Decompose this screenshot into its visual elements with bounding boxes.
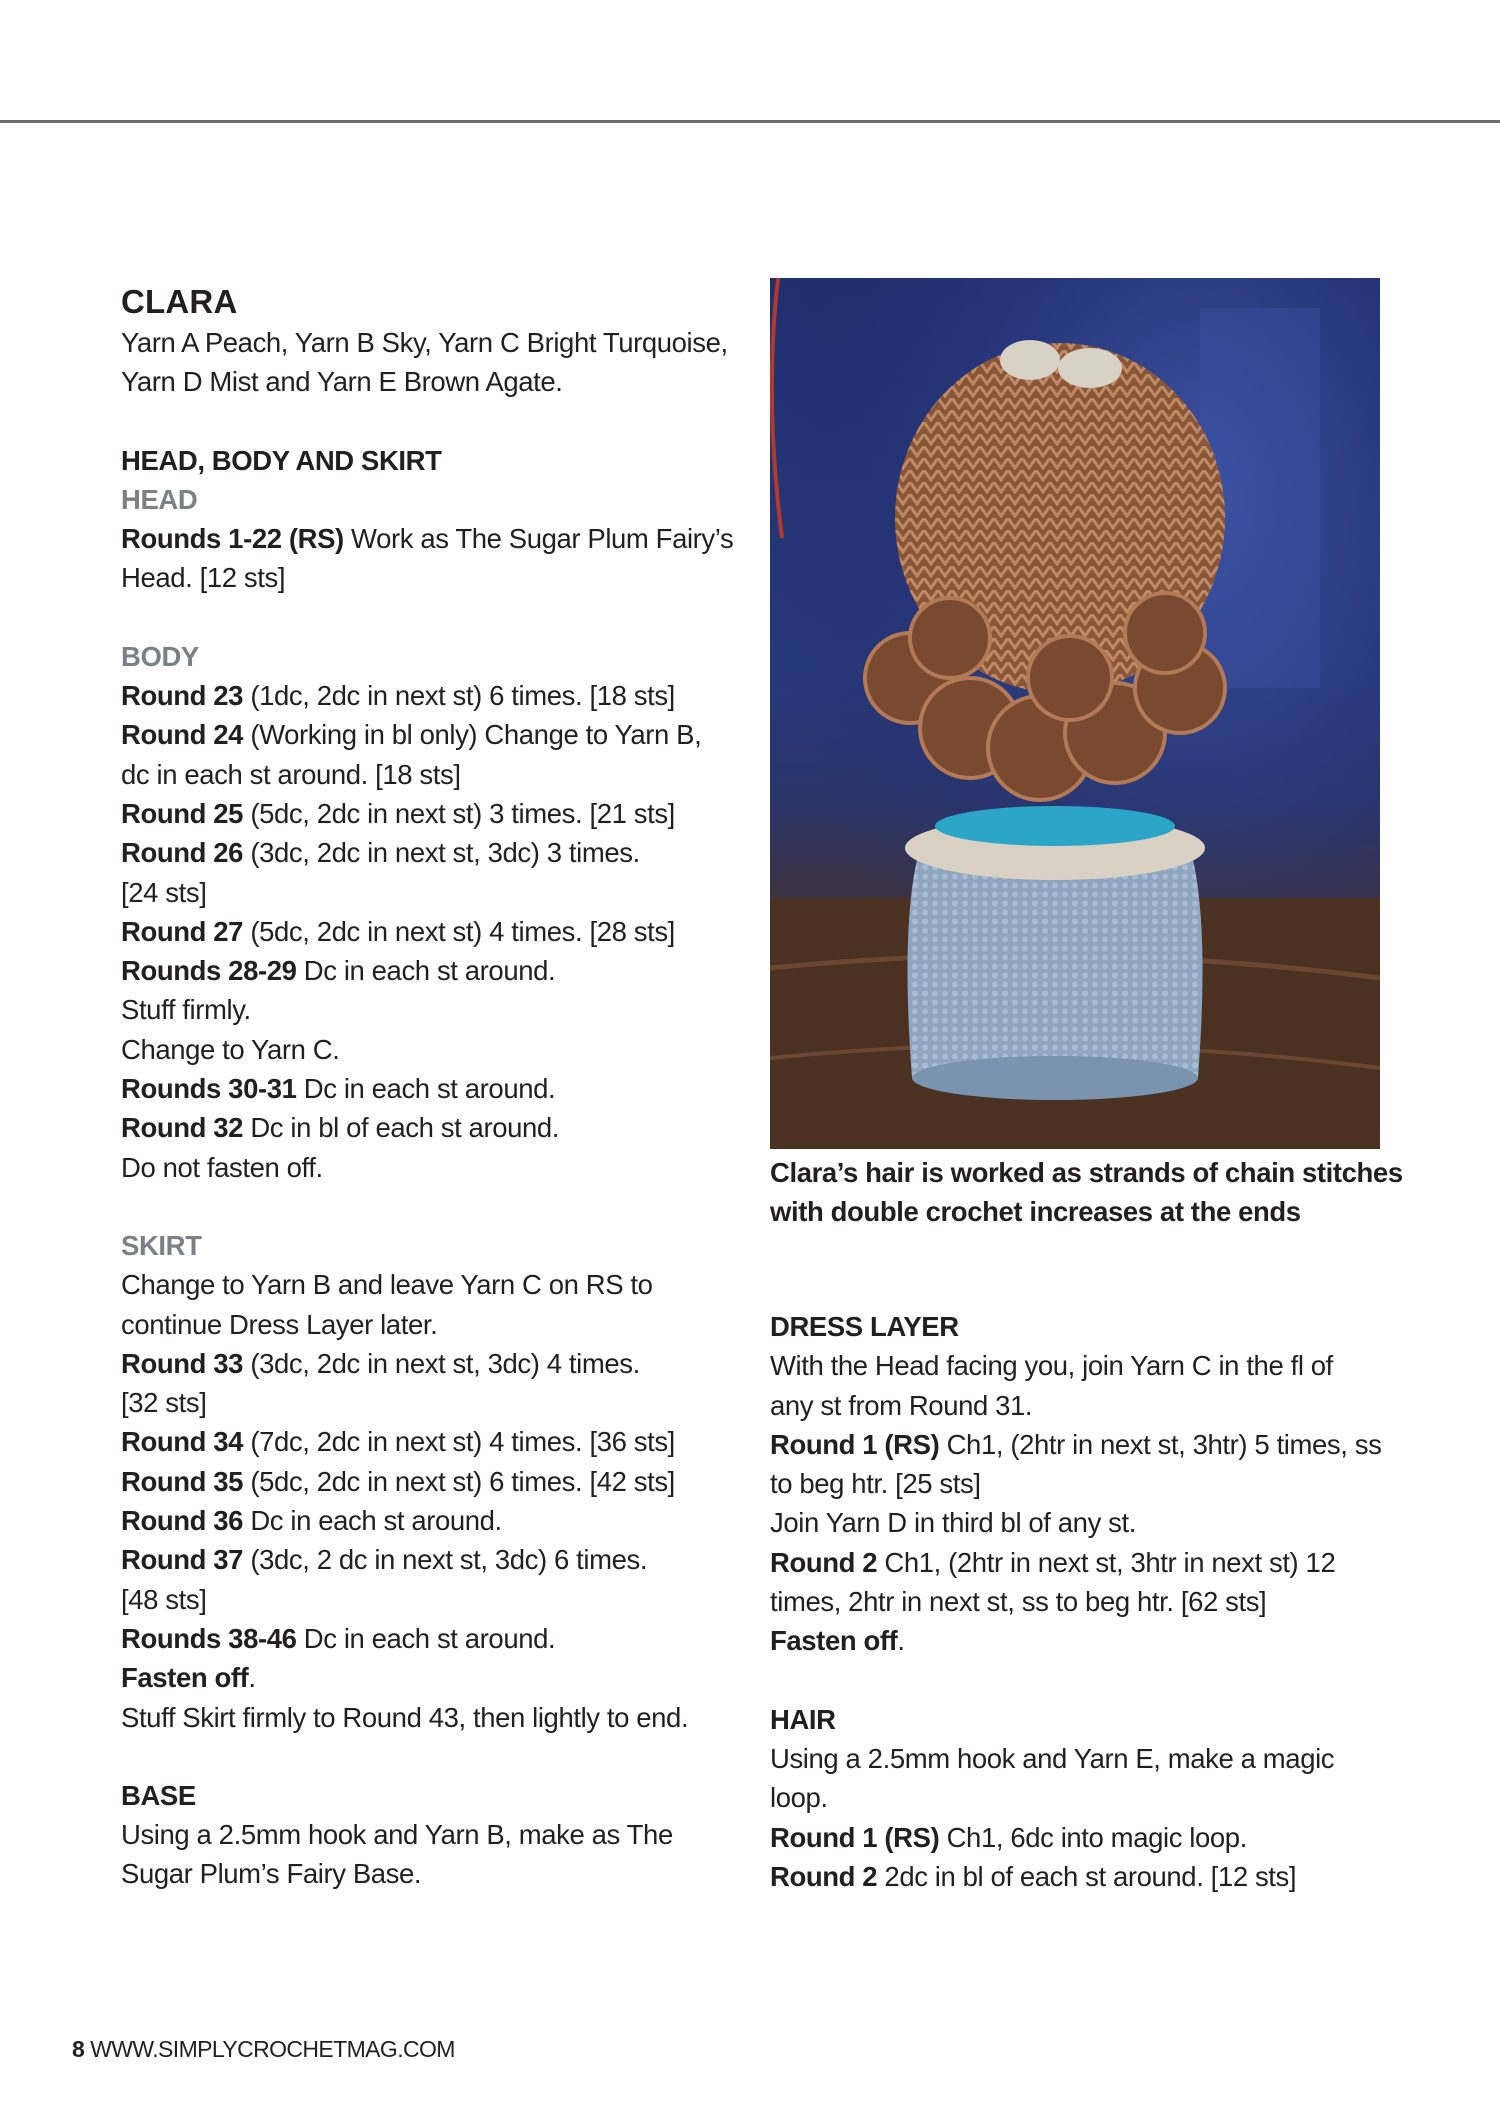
header-rule	[0, 120, 1500, 123]
instruction-line: Rounds 30-31 Dc in each st around.	[121, 1073, 556, 1105]
instruction-line: Round 32 Dc in bl of each st around.	[121, 1112, 560, 1144]
instruction-line: Rounds 28-29 Dc in each st around.	[121, 955, 556, 987]
instruction-line: Using a 2.5mm hook and Yarn E, make a magic	[770, 1742, 1335, 1774]
instruction-line: Round 34 (7dc, 2dc in next st) 4 times. [36 sts]	[121, 1426, 675, 1458]
section-heading-hair: HAIR	[770, 1703, 836, 1735]
caption-line: Clara’s hair is worked as strands of chain stitches	[770, 1157, 1403, 1188]
instruction-line: Round 35 (5dc, 2dc in next st) 6 times. [42 sts]	[121, 1465, 675, 1497]
instruction-line: dc in each st around. [18 sts]	[121, 758, 461, 790]
section-heading-base: BASE	[121, 1779, 196, 1811]
instruction-line: Rounds 1-22 (RS) Work as The Sugar Plum Fairy’s	[121, 523, 734, 555]
caption-line: with double crochet increases at the ends	[770, 1196, 1301, 1228]
photo-caption	[770, 1153, 1410, 1232]
instruction-line: Round 2 Ch1, (2htr in next st, 3htr in next st) 12	[770, 1546, 1336, 1578]
instruction-line: Round 2 2dc in bl of each st around. [12 sts]	[770, 1860, 1297, 1892]
subsection-heading-head: HEAD	[121, 483, 198, 515]
left-column	[121, 281, 741, 1894]
section-heading-dress-layer: DRESS LAYER	[770, 1311, 959, 1342]
website-link[interactable]: WWW.SIMPLYCROCHETMAG.COM	[90, 2036, 455, 2062]
instruction-line: Stuff firmly.	[121, 994, 251, 1026]
instruction-line: Round 36 Dc in each st around.	[121, 1505, 502, 1537]
instruction-line: Change to Yarn C.	[121, 1033, 340, 1065]
instruction-line: Round 37 (3dc, 2 dc in next st, 3dc) 6 times.	[121, 1544, 648, 1576]
page-number: 8	[72, 2036, 85, 2062]
instruction-line: Change to Yarn B and leave Yarn C on RS to	[121, 1269, 653, 1301]
page-footer	[72, 2036, 455, 2063]
instruction-line: to beg htr. [25 sts]	[770, 1468, 981, 1500]
instruction-line: Round 25 (5dc, 2dc in next st) 3 times. [21 sts]	[121, 797, 675, 829]
instruction-line: Round 26 (3dc, 2dc in next st, 3dc) 3 times.	[121, 837, 640, 869]
instruction-line: Sugar Plum’s Fairy Base.	[121, 1858, 422, 1890]
instruction-line: times, 2htr in next st, ss to beg htr. [62 sts]	[770, 1586, 1267, 1618]
instruction-line: [48 sts]	[121, 1583, 207, 1615]
instruction-line: With the Head facing you, join Yarn C in the fl of	[770, 1350, 1333, 1382]
instruction-line: Round 33 (3dc, 2dc in next st, 3dc) 4 times.	[121, 1347, 640, 1379]
instruction-line: continue Dress Layer later.	[121, 1308, 438, 1340]
instruction-line: [24 sts]	[121, 876, 207, 908]
pattern-title: CLARA	[121, 283, 238, 320]
instruction-line: Join Yarn D in third bl of any st.	[770, 1507, 1136, 1539]
instruction-line: Fasten off.	[121, 1662, 256, 1694]
instruction-line: Using a 2.5mm hook and Yarn B, make as The	[121, 1819, 673, 1851]
instruction-line: Stuff Skirt firmly to Round 43, then lightly to end.	[121, 1701, 689, 1733]
instruction-line: Fasten off.	[770, 1625, 905, 1657]
doll-photo	[770, 278, 1380, 1149]
instruction-line: Round 1 (RS) Ch1, (2htr in next st, 3htr) 5 times, ss	[770, 1428, 1382, 1460]
yarn-list-line: Yarn D Mist and Yarn E Brown Agate.	[121, 366, 563, 398]
instruction-line: Round 1 (RS) Ch1, 6dc into magic loop.	[770, 1821, 1247, 1853]
instruction-line: any st from Round 31.	[770, 1389, 1033, 1421]
instruction-line: Rounds 38-46 Dc in each st around.	[121, 1622, 556, 1654]
section-heading: HEAD, BODY AND SKIRT	[121, 444, 442, 476]
instruction-line: loop.	[770, 1782, 828, 1814]
subsection-heading-skirt: SKIRT	[121, 1229, 202, 1261]
instruction-line: [32 sts]	[121, 1387, 207, 1419]
instruction-line: Do not fasten off.	[121, 1151, 323, 1183]
instruction-line: Head. [12 sts]	[121, 562, 286, 594]
instruction-line: Round 23 (1dc, 2dc in next st) 6 times. [18 sts]	[121, 680, 675, 712]
instruction-line: Round 24 (Working in bl only) Change to Yarn B,	[121, 719, 702, 751]
yarn-list-line: Yarn A Peach, Yarn B Sky, Yarn C Bright Turquoise,	[121, 327, 728, 358]
instruction-line: Round 27 (5dc, 2dc in next st) 4 times. [28 sts]	[121, 915, 675, 947]
subsection-heading-body: BODY	[121, 640, 199, 672]
right-column	[770, 1307, 1410, 1896]
